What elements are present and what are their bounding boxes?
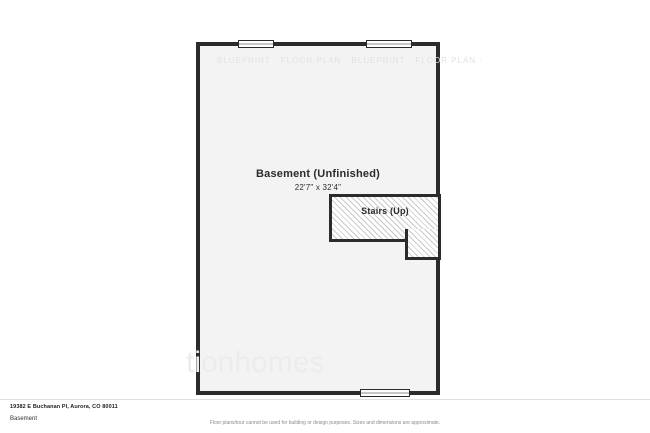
room-label-basement	[196, 168, 440, 192]
watermark-brand: tionhomes	[186, 346, 325, 379]
stairs-room-notch	[405, 229, 441, 260]
window-bottom	[360, 389, 410, 397]
disclaimer-text: Floor plans/tour cannot be used for building or design purposes. Sizes and dimensions are approximate.	[209, 420, 441, 426]
watermark-top: · BLUEPRINT · FLOOR PLAN · BLUEPRINT · FLOOR PLAN ·	[210, 56, 483, 65]
window-top-left	[238, 40, 274, 48]
window-top-right	[366, 40, 412, 48]
room-name: Basement (Unfinished)	[256, 168, 380, 180]
footer-bar	[0, 399, 650, 433]
property-address: 19382 E Buchanan Pl, Aurora, CO 80011	[10, 404, 118, 410]
floor-name: Basement	[10, 416, 38, 422]
stairs-label: Stairs (Up)	[361, 206, 409, 216]
room-dimensions: 22'7" x 32'4"	[294, 183, 342, 192]
